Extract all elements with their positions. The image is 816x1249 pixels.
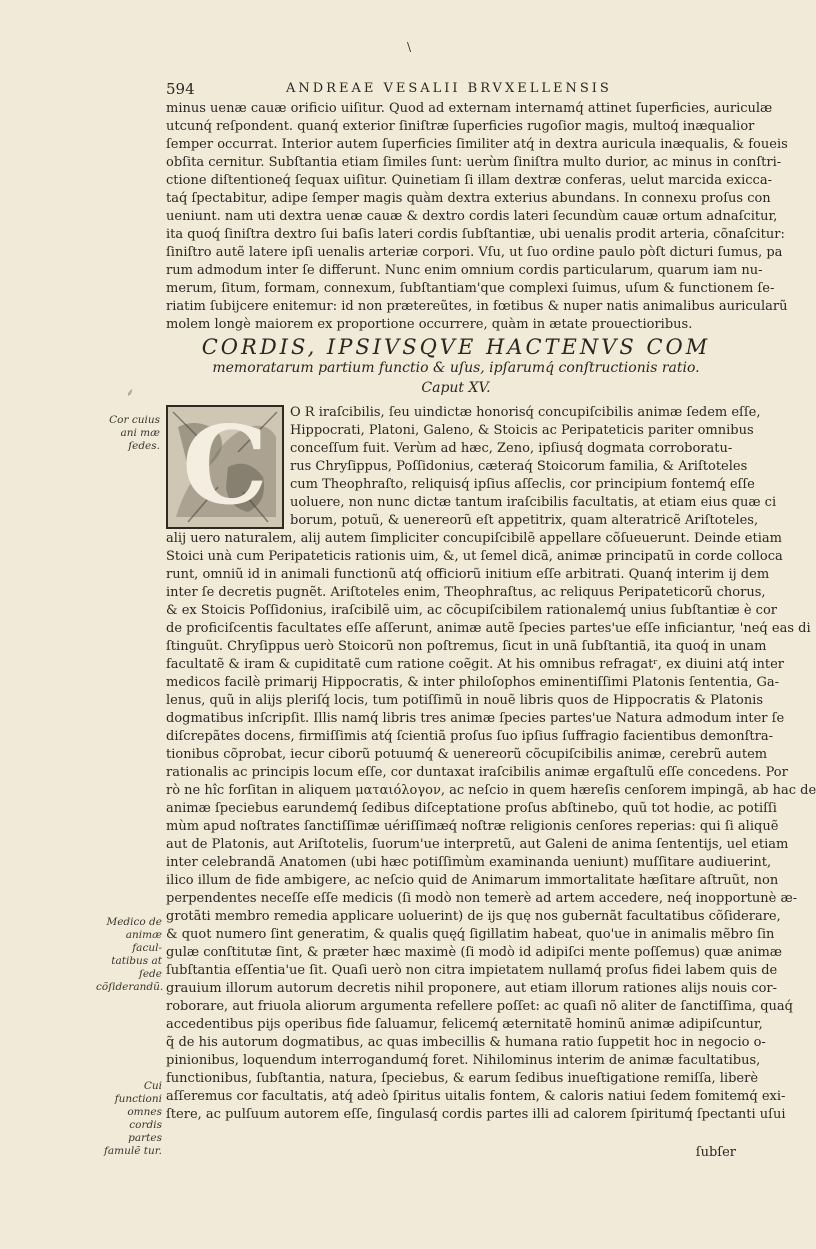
text-line: rum admodum inter ſe differunt. Nunc enim omnium cordis particularum, quarum iam nu- bbox=[166, 263, 763, 278]
initial-letter: C bbox=[182, 403, 268, 529]
running-head bbox=[166, 80, 726, 100]
text-line: dogmatibus inſcripſit. Illis namq́ libris tres animæ ſpecies partes'ue Natura admodum inter ſe bbox=[166, 711, 785, 726]
marginal-note: Cor cuius ani mæ ſedes. bbox=[109, 414, 160, 452]
text-line: tionibus cõprobat, iecur ciborũ potuumq́ & uenereorũ cõcupiſcibilis animæ, cerebrũ autem bbox=[166, 747, 768, 762]
chapter-subtitle: memoratarum partium functio & uſus, ipſarumq́ conſtructionis ratio. bbox=[212, 360, 700, 376]
marginal-note: Medico de animæ facul- tatibus at ſede cõſiderandũ. bbox=[96, 916, 164, 993]
text-line: rationalis ac principis locum eſſe, cor duntaxat iraſcibilis animæ ergaſtulũ eſſe concedens. Por bbox=[166, 765, 788, 780]
text-line: accedentibus pijs operibus fide ſaluamur, felicemq́ æternitatẽ hominũ animæ adipiſcuntur, bbox=[166, 1017, 763, 1032]
text-line: obſita cernitur. Subſtantia etiam ſimiles ſunt: uerùm ſiniſtra multo durior, ac minus in conſtri- bbox=[166, 155, 782, 170]
text-line: conceſſum fuit. Verùm ad hæc, Zeno, ipſiusq́ dogmata corroboratu- bbox=[290, 441, 733, 456]
text-line: Hippocrati, Platoni, Galeno, & Stoicis ac Peripateticis pariter omnibus bbox=[290, 423, 754, 438]
text-line: diſcrepãtes docens, firmiſſimis atq́ ſcientiã proſus ſuo ipſius ſuffragio facientibus demonſtra- bbox=[166, 729, 773, 744]
text-line: ita quoq́ ſiniſtra dextro ſui baſis lateri cordis ſubſtantiæ, ubi uenalis prodit arteria, cõnaſcitur: bbox=[166, 227, 785, 242]
ornament-mark: ⸙ bbox=[126, 386, 135, 399]
text-line: ueniunt. nam uti dextra uenæ cauæ & dextro cordis lateri ſecundùm cauæ ortum adnaſcitur, bbox=[166, 209, 778, 224]
text-line: ilico illum de fide ambigere, ac neſcio quid de Animarum immortalitate hæſitare aſtruũt, non bbox=[166, 873, 779, 888]
text-line: & ex Stoicis Poſſidonius, iraſcibilẽ uim, ac cõcupiſcibilem rationalemq́ unius ſubſtantiæ è cor bbox=[166, 603, 777, 618]
text-line: ctione diſtentioneq́ ſequax uiſitur. Quinetiam ſi illam dextræ conferas, uelut marcida exicca- bbox=[166, 173, 772, 188]
text-line: alij uero naturalem, alij autem ſimpliciter concupiſcibilẽ appellare cõſueuerunt. Deinde etiam bbox=[166, 531, 782, 546]
text-line: facultatẽ & iram & cupiditatẽ cum ratione coẽgit. At his omnibus refragatʳ, ex diuini atq́ inter bbox=[166, 657, 784, 672]
text-line: functionibus, ſubſtantia, natura, ſpeciebus, & earum ſedibus inueſtigatione remiſſa, liberè bbox=[166, 1071, 759, 1086]
text-line: rò ne hîc forſitan in aliquem ματαιόλογον, ac neſcio in quem hæreſis cenſorem impingã, ab hac de bbox=[166, 783, 816, 798]
chapter-number: Caput XV. bbox=[421, 380, 491, 396]
catchword: ſubſer bbox=[695, 1145, 736, 1160]
text-line: roborare, aut friuola aliorum argumenta refellere poſſet: ac quaſi nõ aliter de ſanctiſſima, quaq́ bbox=[166, 999, 793, 1014]
text-line: uoluere, non nunc dictæ tantum iraſcibilis facultatis, at etiam eius quæ ci bbox=[290, 495, 777, 510]
text-line: q̃ de his autorum dogmatibus, ac quas imbecillis & humana ratio ſuppetit hoc in negocio o- bbox=[166, 1035, 766, 1050]
text-line: O R iraſcibilis, ſeu uindictæ honorisq́ concupiſcibilis animæ ſedem eſſe, bbox=[290, 405, 761, 420]
running-title: ANDREAE VESALII BRVXELLENSIS bbox=[286, 81, 612, 96]
text-line: rus Chryſippus, Poſſidonius, cæteraq́ Stoicorum familia, & Ariſtoteles bbox=[290, 459, 748, 474]
text-line: grauium illorum autorum decretis nihil proponere, aut etiam illorum rationes alijs nouis cor- bbox=[166, 981, 778, 996]
text-line: minus uenæ cauæ orificio uiſitur. Quod ad externam internamq́ attinet ſuperficies, auriculæ bbox=[166, 101, 773, 116]
chapter-title: CORDIS, IPSIVSQVE HACTENVS COM bbox=[201, 335, 711, 359]
text-line: cum Theophraſto, reliquisq́ ipſius aſſeclis, cor principium fontemq́ eſſe bbox=[290, 477, 755, 492]
text-line: ſtinguũt. Chryſippus uerò Stoicorũ non poſtremus, ſicut in unã ſubſtantiã, ita quoq́ in unam bbox=[166, 639, 767, 654]
text-line: gulæ conſtitutæ ſint, & præter hæc maximè (ſi modò id adipiſci mente poſſemus) quæ animæ bbox=[166, 945, 782, 960]
text-line: mùm apud noſtrates ſanctiſſimæ uériſſimæq́ noſtræ religionis cenſores reperias: qui ſi aliquẽ bbox=[166, 819, 779, 834]
text-line bbox=[166, 1125, 736, 1143]
text-line: taq́ ſpectabitur, adipe ſemper magis quàm dextra exterius abundans. In connexu proſus con bbox=[166, 191, 771, 206]
text-line: lenus, quũ in alijs pleriſq́ locis, tum potiſſimũ in nouẽ libris quos de Hippocratis & Platonis bbox=[166, 693, 764, 708]
text-line: riatim ſubijcere enitemur: id non prætereũtes, in fœtibus & nuper natis animalibus auricularũ bbox=[166, 299, 788, 314]
text-line: inter celebrandã Anatomen (ubi hæc potiſſimùm examinanda ueniunt) muſſitare audiuerint, bbox=[166, 855, 772, 870]
stray-mark: \ bbox=[407, 40, 412, 54]
text-line: pinionibus, loquendum interrogandumq́ foret. Nihilominus interim de animæ facultatibus, bbox=[166, 1053, 761, 1068]
text-line: ſubſtantia eſſentia'ue ſit. Quaſi uerò non citra impietatem nullamq́ proſus fidei labem quis de bbox=[166, 963, 778, 978]
text-line: inter ſe decretis pugnẽt. Ariſtoteles enim, Theophraſtus, ac reliquus Peripateticorũ chorus, bbox=[166, 585, 766, 600]
marginal-note: Cui functioni omnes cordis partes famulẽ tur. bbox=[104, 1080, 162, 1157]
text-line: aut de Platonis, aut Ariſtotelis, ſuorum'ue interpretũ, aut Galeni de anima ſententijs, uel etiam bbox=[166, 837, 789, 852]
text-line: & quot numero ſint generatim, & qualis quęq́ ſigillatim habeat, quo'ue in animalis mẽbro ſin bbox=[166, 927, 775, 942]
text-line: borum, potuũ, & uenereorũ eſt appetitrix, quam alteratricẽ Ariſtoteles, bbox=[290, 513, 759, 528]
text-line: medicos facilè primarij Hippocratis, & inter philoſophos eminentiſſimi Platonis ſententia, Ga- bbox=[166, 675, 780, 690]
page-number: 594 bbox=[166, 80, 195, 98]
text-line: ſiniſtro autẽ latere ipſi uenalis arteriæ corpori. Vſu, ut ſuo ordine paulo pòſt dicturi ſumus, pa bbox=[166, 245, 783, 260]
text-line: ſtere, ac pulſuum autorem eſſe, ſingulasq́ cordis partes illi ad calorem ſpiritumq́ ſpectanti uſui bbox=[166, 1107, 786, 1122]
text-line: utcunq́ reſpondent. quanq́ exterior ſiniſtræ ſuperficies rugoſior magis, multoq́ inæqualior bbox=[166, 119, 755, 134]
text-line: animæ ſpeciebus earundemq́ ſedibus diſceptatione proſus abſtinebo, quũ tot hodie, ac potiſſi bbox=[166, 801, 777, 816]
text-line: aſſeremus cor facultatis, atq́ adeò ſpiritus uitalis fontem, & caloris natiui ſedem fomitemq́ exi- bbox=[166, 1089, 786, 1104]
text-line: grotãti membro remedia applicare uoluerint) de ijs quę nos gubernãt facultatibus cõſiderare, bbox=[166, 909, 781, 924]
text-line: merum, ſitum, formam, connexum, ſubſtantiam'que complexi ſuimus, uſum & functionem ſe- bbox=[166, 281, 775, 296]
text-line: de proficiſcentis facultates eſſe aſſerunt, animæ autẽ ſpecies partes'ue eſſe inficiantur, 'neq́ eas di bbox=[166, 621, 811, 636]
text-line: molem longè maiorem ex proportione occurrere, quàm in ætate prouectioribus. bbox=[166, 317, 693, 332]
text-line: Stoici unà cum Peripateticis rationis uim, &, ut ſemel dicã, animæ principatũ in corde colloca bbox=[166, 549, 783, 564]
text-line: perpendentes neceſſe eſſe medicis (ſi modò non temerè ad artem accedere, neq́ inopportunè æ- bbox=[166, 891, 798, 906]
text-line: runt, omniũ id in animali functionũ atq́ officiorũ initium eſſe arbitrati. Quanq́ interim ij dem bbox=[166, 567, 770, 582]
decorated-initial bbox=[166, 405, 284, 529]
text-line: ſemper occurrat. Interior autem ſuperficies ſimiliter atq́ in dextra auricula inæqualis, & foueis bbox=[166, 137, 788, 152]
